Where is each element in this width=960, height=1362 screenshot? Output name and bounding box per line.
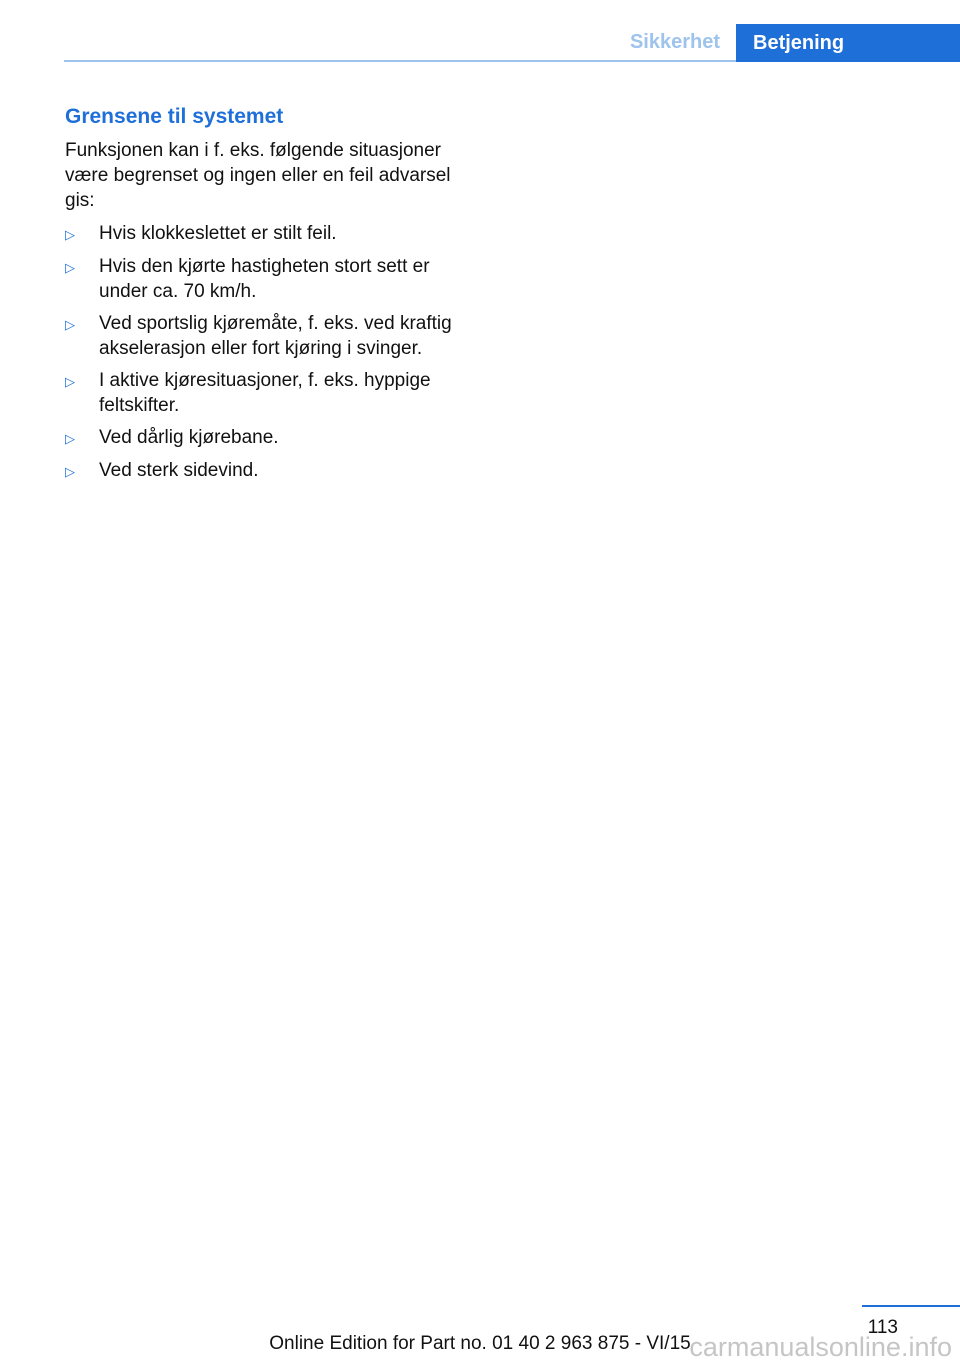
triangle-right-icon: ▷ <box>65 317 75 332</box>
list-item <box>65 458 475 484</box>
edition-line: Online Edition for Part no. 01 40 2 963 875 - VI/15 <box>269 1333 691 1354</box>
section-heading: Grensene til systemet <box>65 105 284 128</box>
triangle-right-icon: ▷ <box>65 374 75 389</box>
list-item-text: Ved sportslig kjøremåte, f. eks. ved kraftig akselerasjon eller fort kjøring i svinger. <box>99 313 452 359</box>
list-item <box>65 368 475 418</box>
list-item-text: Hvis klokkeslettet er stilt feil. <box>99 223 337 244</box>
list-item <box>65 311 475 361</box>
page-number: 113 <box>867 1317 898 1338</box>
list-item-text: I aktive kjøresituasjoner, f. eks. hyppige feltskifter. <box>99 370 431 416</box>
list-item-text: Ved dårlig kjørebane. <box>99 427 279 448</box>
limitations-list <box>65 221 475 484</box>
list-item-text: Hvis den kjørte hastigheten stort sett er under ca. 70 km/h. <box>99 256 430 302</box>
list-item <box>65 254 475 304</box>
intro-paragraph: Funksjonen kan i f. eks. følgende situasjoner være begrenset og ingen eller en feil advarsel gis: <box>65 140 451 211</box>
triangle-right-icon: ▷ <box>65 464 75 479</box>
footer-divider <box>862 1305 960 1307</box>
watermark: carmanualsonline.info <box>689 1332 952 1362</box>
list-item <box>65 221 475 247</box>
tab-sikkerhet[interactable]: Sikkerhet <box>629 31 720 53</box>
main-content <box>65 104 475 491</box>
list-item <box>65 425 475 451</box>
triangle-right-icon: ▷ <box>65 227 75 242</box>
tab-betjening[interactable]: Betjening <box>736 24 960 62</box>
list-item-text: Ved sterk sidevind. <box>99 460 259 481</box>
triangle-right-icon: ▷ <box>65 431 75 446</box>
triangle-right-icon: ▷ <box>65 260 75 275</box>
